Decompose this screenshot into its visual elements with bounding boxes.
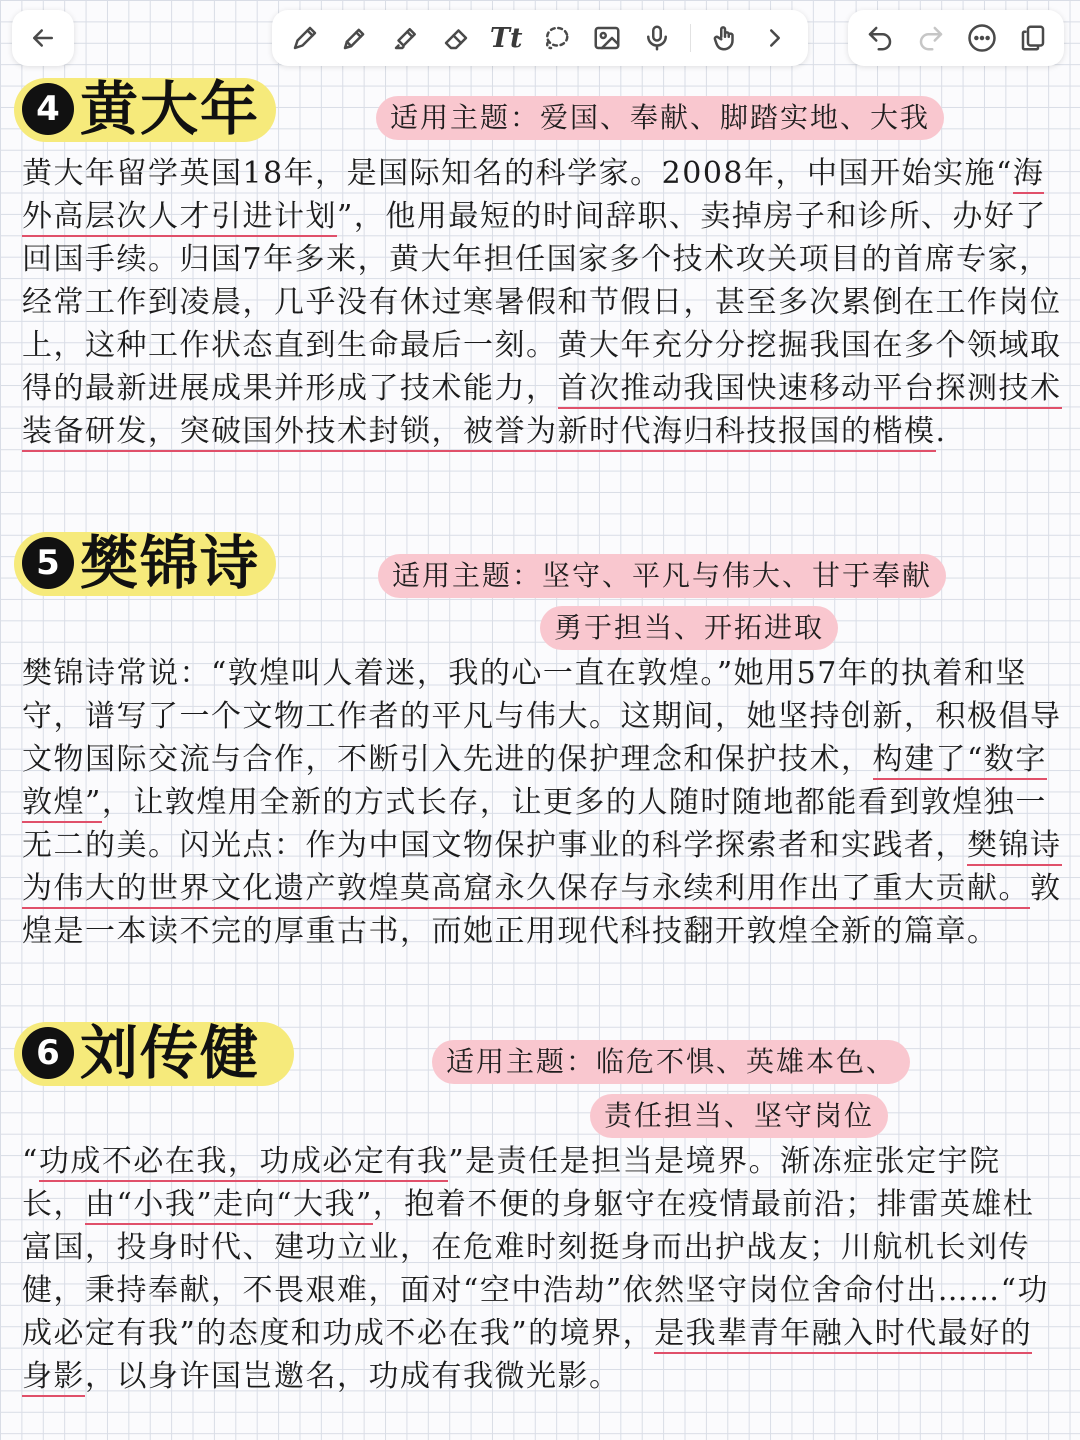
pencil-icon[interactable]	[338, 21, 372, 55]
theme-tag: 适用主题：坚守、平凡与伟大、甘于奉献	[378, 554, 946, 598]
underlined-text: 构建了“数字敦煌”	[22, 742, 1047, 823]
person-name: 刘传健	[80, 1019, 261, 1087]
section-title-4	[22, 74, 260, 144]
section-number: 4	[22, 83, 74, 135]
more-icon[interactable]	[965, 21, 999, 55]
section-title-6	[22, 1018, 260, 1088]
underlined-text: 海外高层次人才引进计划	[22, 156, 1044, 237]
redo-icon[interactable]	[914, 21, 948, 55]
body-text: ，抱着不便的身躯守在疫情最前沿；排雷英雄杜富国，投身时代、建功立业，在危难时刻挺身而出护战友；川航机长刘传健，秉持奉献，不畏艰难，面对“空中浩劫”依然坚守岗位舍命付出……“功成必定有我”的态度和功成不必在我”的境界，	[22, 1187, 1050, 1351]
theme-tag-line2: 责任担当、坚守岗位	[590, 1094, 888, 1138]
section-body	[22, 152, 1062, 453]
arrow-left-icon[interactable]	[26, 21, 60, 55]
body-text: ”，他用最短的时间辞职、卖掉房子和诊所、办好了回国手续。归国7年多来，黄大年担任国家多个技术攻关项目的首席专家，经常工作到凌晨，几乎没有休过寒暑假和节假日，甚至多次累倒在工作岗位上，这种工作状态直到生命最后一刻。黄大年充分分挖掘我国在多个领域取得的最新进展成果并形成了技术能力，	[22, 199, 1062, 406]
chevron-right-icon[interactable]	[758, 21, 792, 55]
section-number: 6	[22, 1027, 74, 1079]
lasso-icon[interactable]	[539, 21, 573, 55]
theme-tag: 适用主题：临危不惧、英雄本色、	[432, 1040, 910, 1084]
underlined-text: 是我辈青年融入时代最好的身影	[22, 1316, 1032, 1397]
text-tool-icon[interactable]: Tt	[489, 22, 523, 54]
section-body	[22, 1140, 1062, 1398]
back-button-container	[12, 10, 74, 66]
divider	[690, 24, 691, 52]
section-title-5	[22, 528, 260, 598]
body-text: 敦煌是一本读不完的厚重古书，而她正用现代科技翻开敦煌全新的篇章。	[22, 871, 1062, 949]
underlined-text: 功成不必在我，功成必定有我	[39, 1144, 449, 1182]
theme-tag-line2: 勇于担当、开拓进取	[540, 606, 838, 650]
underlined-text: 由“小我”走向“大我”	[85, 1187, 373, 1225]
tool-palette	[272, 10, 808, 66]
eraser-icon[interactable]	[439, 21, 473, 55]
underlined-text: 樊锦诗为伟大的世界文化遗产敦煌莫高窟永久保存与永续利用作出了重大贡献。	[22, 828, 1062, 909]
person-name: 樊锦诗	[80, 529, 261, 597]
action-bar	[848, 10, 1064, 66]
body-text: “	[22, 1144, 39, 1179]
body-text: ，让敦煌用全新的方式长存，让更多的人随时随地都能看到敦煌独一无二的美。闪光点：作为中国文物保护事业的科学探索者和实践者，	[22, 785, 1047, 863]
undo-icon[interactable]	[863, 21, 897, 55]
section-body	[22, 652, 1062, 953]
body-text: .	[935, 414, 947, 449]
body-text: ，以身许国岂邀名，功成有我微光影。	[85, 1359, 621, 1394]
body-text: ”是责任是担当是境界。渐冻症张定宇院长，	[22, 1144, 1001, 1222]
body-text: 樊锦诗常说：“敦煌叫人着迷，我的心一直在敦煌。”她用57年的执着和坚守，谱写了一个文物工作者的平凡与伟大。这期间，她坚持创新，积极倡导文物国际交流与合作，不断引入先进的保护理念和保护技术，	[22, 656, 1062, 777]
pen-icon[interactable]	[288, 21, 322, 55]
image-icon[interactable]	[590, 21, 624, 55]
theme-tag: 适用主题：爱国、奉献、脚踏实地、大我	[376, 96, 944, 140]
pages-icon[interactable]	[1016, 21, 1050, 55]
marker-icon[interactable]	[389, 21, 423, 55]
section-number: 5	[22, 537, 74, 589]
underlined-text: 首次推动我国快速移动平台探测技术装备研发，突破国外技术封锁，被誉为新时代海归科技报国的楷模	[22, 371, 1062, 452]
microphone-icon[interactable]	[640, 21, 674, 55]
touch-icon[interactable]	[708, 21, 742, 55]
body-text: 黄大年留学英国18年，是国际知名的科学家。2008年，中国开始实施“	[22, 156, 1013, 191]
person-name: 黄大年	[80, 75, 261, 143]
